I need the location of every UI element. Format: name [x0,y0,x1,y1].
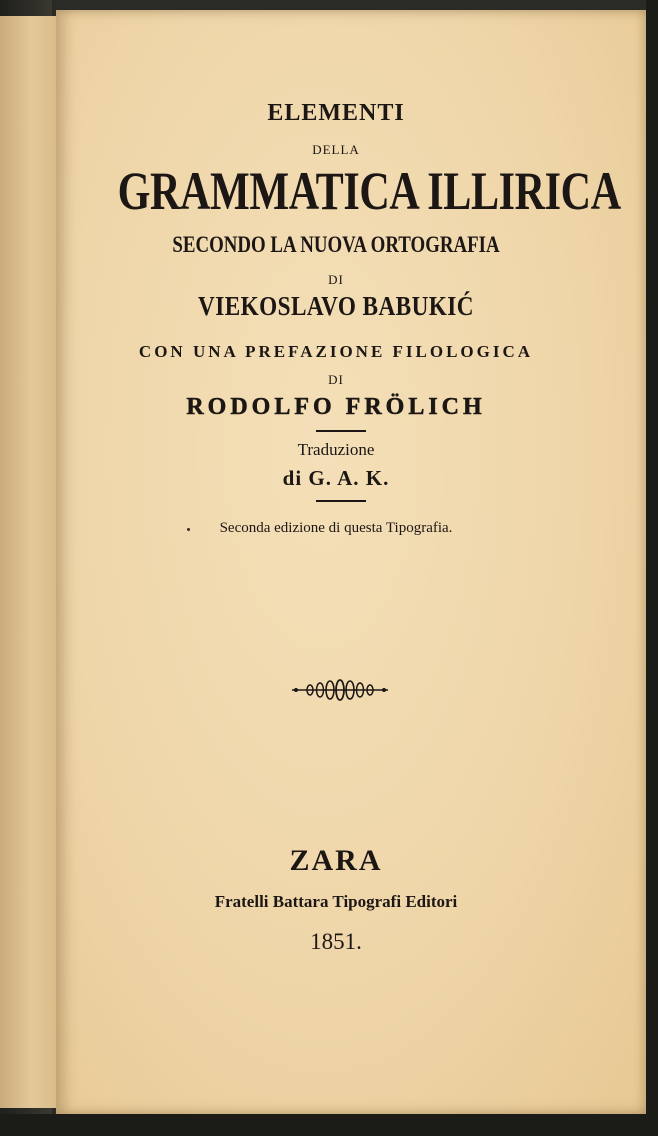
previous-leaf-edge [0,16,59,1108]
imprint-place: ZARA [289,844,383,877]
translation-label: Traduzione [297,440,375,459]
divider-rule-1 [316,430,366,432]
divider-rule-2 [316,500,366,502]
scan-border-bottom [0,1114,658,1136]
title-main: GRAMMATICA ILLIRICA [117,161,621,221]
prefacer-name: RODOLFO FRÖLICH [186,394,486,420]
imprint-publisher: Fratelli Battara Tipografi Editori [214,892,458,911]
subtitle-ortografia: SECONDO LA NUOVA ORTOGRAFIA [172,232,500,257]
printers-ornament-icon [290,678,390,702]
title-elementi: ELEMENTI [267,100,405,126]
preface-note: CON UNA PREFAZIONE FILOLOGICA [138,342,534,361]
scan-border-right [646,0,658,1136]
imprint-year: 1851. [310,929,362,954]
by-label-author: DI [328,272,344,287]
author-name: VIEKOSLAVO BABUKIĆ [198,291,474,321]
by-label-prefacer: DI [328,372,344,387]
title-della: DELLA [312,142,360,157]
edition-note: Seconda edizione di questa Tipografia. [219,520,453,536]
translator-initials: di G. A. K. [282,466,390,490]
